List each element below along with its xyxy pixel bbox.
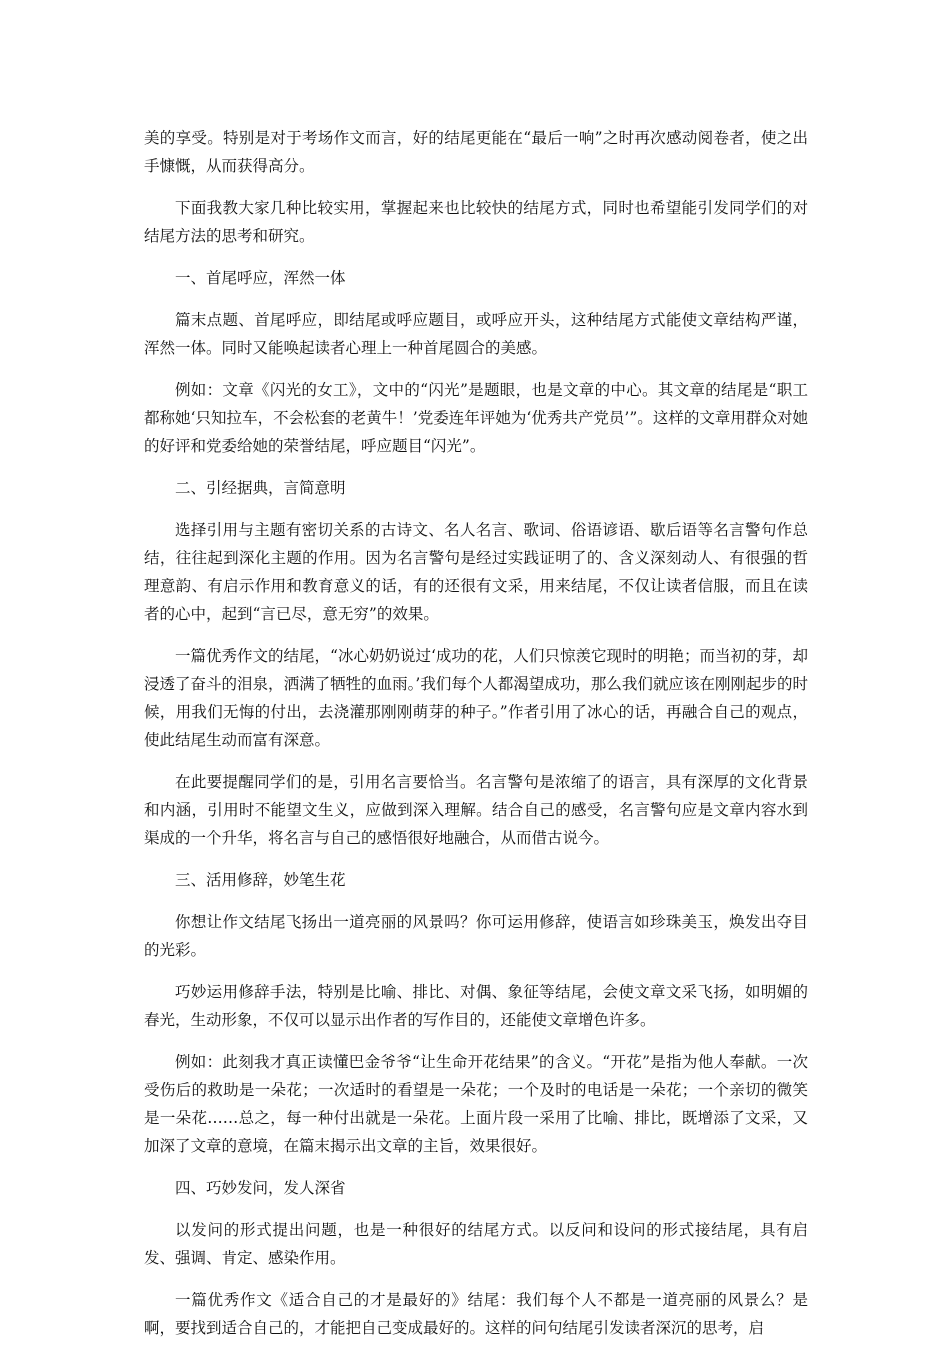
section-heading: 三、活用修辞，妙笔生花: [175, 871, 346, 889]
paragraph: 一篇优秀作文《适合自己的才是最好的》结尾：我们每个人不都是一道亮丽的风景么？是啊，要找到适合自己的，才能把自己变成最好的。这样的问句结尾引发读者深沉的思考，启: [144, 1291, 808, 1337]
paragraph: 一篇优秀作文的结尾，“冰心奶奶说过‘成功的花，人们只惊羡它现时的明艳；而当初的芽，却浸透了奋斗的泪泉，洒满了牺牲的血雨。’我们每个人都渴望成功，那么我们就应该在刚刚起步的时候，用我们无悔的付出，去浇灌那刚刚萌芽的种子。”作者引用了冰心的话，再融合自己的观点，使此结尾生动而富有深意。: [144, 647, 808, 749]
section-heading: 一、首尾呼应，浑然一体: [175, 269, 346, 287]
paragraph: 美的享受。特别是对于考场作文而言，好的结尾更能在“最后一响”之时再次感动阅卷者，使之出手慷慨，从而获得高分。: [144, 129, 808, 175]
paragraph: 选择引用与主题有密切关系的古诗文、名人名言、歌词、俗语谚语、歇后语等名言警句作总结，往往起到深化主题的作用。因为名言警句是经过实践证明了的、含义深刻动人、有很强的哲理意韵、有启示作用和教育意义的话，有的还很有文采，用来结尾，不仅让读者信服，而且在读者的心中，起到“言已尽，意无穷”的效果。: [144, 521, 808, 623]
paragraph: 例如：此刻我才真正读懂巴金爷爷“让生命开花结果”的含义。“开花”是指为他人奉献。一次受伤后的救助是一朵花；一次适时的看望是一朵花；一个及时的电话是一朵花；一个亲切的微笑是一朵花……总之，每一种付出就是一朵花。上面片段一采用了比喻、排比，既增添了文采，又加深了文章的意境，在篇末揭示出文章的主旨，效果很好。: [144, 1053, 808, 1155]
paragraph: 你想让作文结尾飞扬出一道亮丽的风景吗？你可运用修辞，使语言如珍珠美玉，焕发出夺目的光彩。: [144, 913, 808, 959]
paragraph: 下面我教大家几种比较实用，掌握起来也比较快的结尾方式，同时也希望能引发同学们的对结尾方法的思考和研究。: [144, 199, 808, 245]
section-heading: 四、巧妙发问，发人深省: [175, 1179, 346, 1197]
paragraph: 以发问的形式提出问题，也是一种很好的结尾方式。以反问和设问的形式接结尾，具有启发、强调、肯定、感染作用。: [144, 1221, 808, 1267]
paragraph: 巧妙运用修辞手法，特别是比喻、排比、对偶、象征等结尾，会使文章文采飞扬，如明媚的春光，生动形象，不仅可以显示出作者的写作目的，还能使文章增色许多。: [144, 983, 808, 1029]
paragraph: 篇末点题、首尾呼应，即结尾或呼应题目，或呼应开头，这种结尾方式能使文章结构严谨，浑然一体。同时又能唤起读者心理上一种首尾圆合的美感。: [144, 311, 808, 357]
paragraph: 在此要提醒同学们的是，引用名言要恰当。名言警句是浓缩了的语言，具有深厚的文化背景和内涵，引用时不能望文生义，应做到深入理解。结合自己的感受，名言警句应是文章内容水到渠成的一个升华，将名言与自己的感悟很好地融合，从而借古说今。: [144, 773, 808, 847]
section-heading: 二、引经据典，言简意明: [175, 479, 346, 497]
paragraph: 例如：文章《闪光的女工》，文中的“闪光”是题眼，也是文章的中心。其文章的结尾是“职工都称她‘只知拉车，不会松套的老黄牛！’党委连年评她为‘优秀共产党员’”。这样的文章用群众对她的好评和党委给她的荣誉结尾，呼应题目“闪光”。: [144, 381, 808, 455]
document-page: [144, 124, 808, 1356]
